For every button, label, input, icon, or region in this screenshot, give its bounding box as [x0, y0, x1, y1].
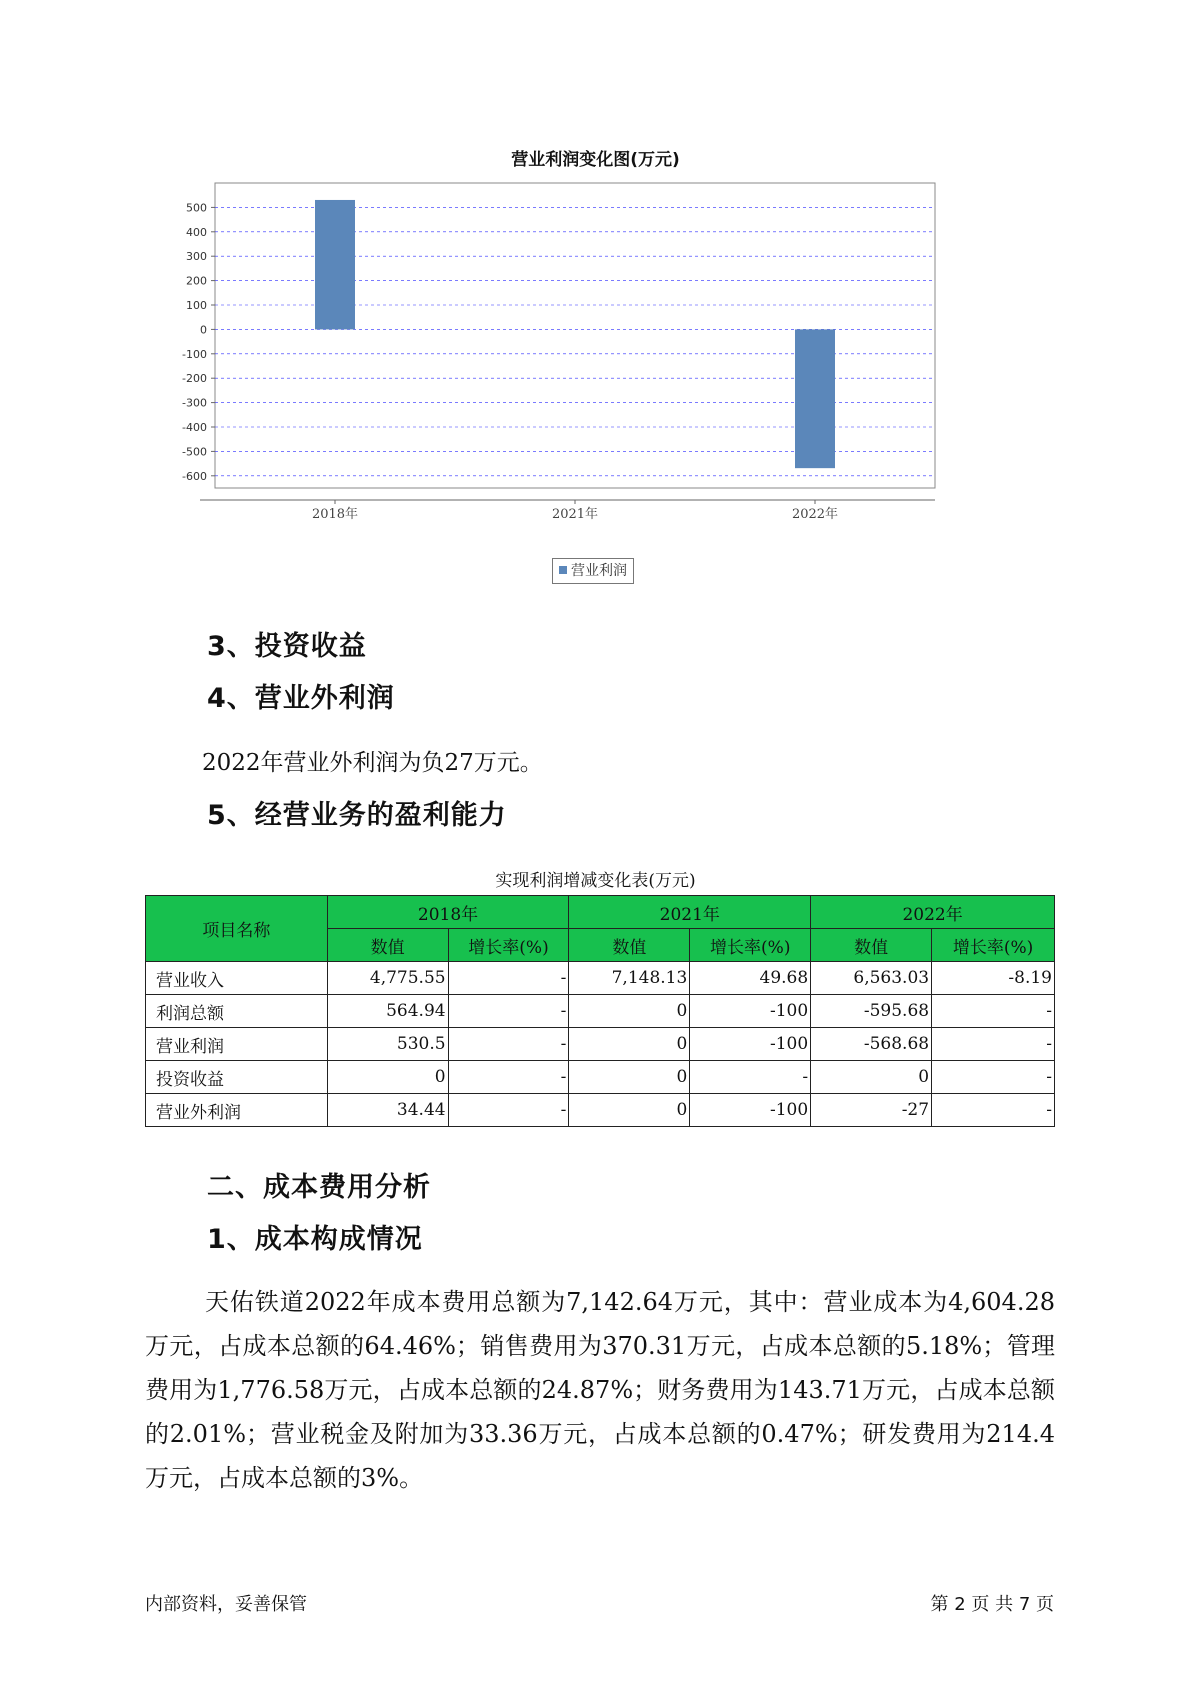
y-tick-label: 0 [200, 323, 207, 337]
legend-label: 营业利润 [571, 563, 627, 579]
y-tick-label: -100 [182, 347, 207, 361]
cell: - [448, 1028, 569, 1061]
header-value: 数值 [811, 929, 932, 962]
cell: -595.68 [811, 995, 932, 1028]
y-tick-label: 400 [186, 225, 207, 239]
header-year-2022: 2022年 [811, 896, 1055, 929]
chart-title: 营业利润变化图(万元) [511, 150, 680, 170]
cell: 530.5 [327, 1028, 448, 1061]
cell: - [448, 1061, 569, 1094]
header-item-name: 项目名称 [146, 896, 328, 962]
cell: - [448, 995, 569, 1028]
heading-non-operating-profit: 4、营业外利润 [207, 683, 395, 714]
x-tick-label: 2018年 [311, 507, 359, 522]
table-caption: 实现利润增减变化表(万元) [495, 871, 696, 891]
cell: 0 [811, 1061, 932, 1094]
cell: -568.68 [811, 1028, 932, 1061]
cell: 0 [569, 1061, 690, 1094]
operating-profit-chart [160, 175, 1020, 555]
cell: 0 [569, 1094, 690, 1127]
footer-confidential: 内部资料，妥善保管 [145, 1594, 307, 1615]
y-tick-label: -600 [182, 469, 207, 483]
y-tick-label: -300 [182, 396, 207, 410]
cell: - [932, 1094, 1055, 1127]
row-name: 营业外利润 [146, 1094, 328, 1127]
x-tick-label: 2022年 [791, 507, 839, 522]
legend-swatch [559, 566, 567, 574]
y-tick-label: -500 [182, 445, 207, 459]
row-name: 投资收益 [146, 1061, 328, 1094]
cell: 0 [569, 995, 690, 1028]
cell: -8.19 [932, 962, 1055, 995]
table-row [146, 1061, 1055, 1094]
table-row [146, 995, 1055, 1028]
header-growth: 增长率(%) [690, 929, 811, 962]
cell: 4,775.55 [327, 962, 448, 995]
cell: - [690, 1061, 811, 1094]
heading-profitability: 5、经营业务的盈利能力 [207, 800, 507, 831]
cell: -27 [811, 1094, 932, 1127]
cell: - [932, 995, 1055, 1028]
header-year-2021: 2021年 [569, 896, 811, 929]
cell: -100 [690, 1028, 811, 1061]
row-name: 利润总额 [146, 995, 328, 1028]
row-name: 营业收入 [146, 962, 328, 995]
cell: - [932, 1061, 1055, 1094]
cost-structure-paragraph: 天佑铁道2022年成本费用总额为7,142.64万元，其中：营业成本为4,604.28万元，占成本总额的64.46%；销售费用为370.31万元，占成本总额的5.18%；管理费用为1,776.58万元，占成本总额的24.87%；财务费用为143.71万元，占成本总额的2.01%；营业税金及附加为33.36万元，占成本总额的0.47%；研发费用为214.4万元，占成本总额的3%。 [145, 1288, 1055, 1492]
header-growth: 增长率(%) [448, 929, 569, 962]
y-tick-label: 200 [186, 274, 207, 288]
cell: 0 [569, 1028, 690, 1061]
cell: -100 [690, 1094, 811, 1127]
header-year-2018: 2018年 [327, 896, 569, 929]
cell: 49.68 [690, 962, 811, 995]
table-row [146, 962, 1055, 995]
y-tick-label: 300 [186, 250, 207, 264]
non-operating-profit-text: 2022年营业外利润为负27万元。 [202, 750, 543, 776]
y-tick-label: -200 [182, 372, 207, 386]
heading-investment-income: 3、投资收益 [207, 631, 367, 662]
heading-cost-analysis: 二、成本费用分析 [207, 1172, 431, 1203]
heading-cost-structure: 1、成本构成情况 [207, 1224, 423, 1255]
header-growth: 增长率(%) [932, 929, 1055, 962]
header-value: 数值 [569, 929, 690, 962]
table-row [146, 1094, 1055, 1127]
bar-2018年 [315, 200, 355, 329]
bar-2022年 [795, 329, 835, 468]
cell: 0 [327, 1061, 448, 1094]
cell: - [448, 1094, 569, 1127]
cell: - [448, 962, 569, 995]
y-tick-label: 500 [186, 201, 207, 215]
header-value: 数值 [327, 929, 448, 962]
footer-page-number: 第 2 页 共 7 页 [930, 1594, 1054, 1615]
row-name: 营业利润 [146, 1028, 328, 1061]
cell: -100 [690, 995, 811, 1028]
chart-legend [552, 558, 634, 584]
cell: 7,148.13 [569, 962, 690, 995]
cell: 564.94 [327, 995, 448, 1028]
cell: 34.44 [327, 1094, 448, 1127]
y-tick-label: -400 [182, 421, 207, 434]
x-tick-label: 2021年 [551, 507, 599, 522]
y-tick-label: 100 [186, 299, 207, 312]
cell: - [932, 1028, 1055, 1061]
profit-change-table [145, 895, 1055, 1127]
table-row [146, 1028, 1055, 1061]
cell: 6,563.03 [811, 962, 932, 995]
